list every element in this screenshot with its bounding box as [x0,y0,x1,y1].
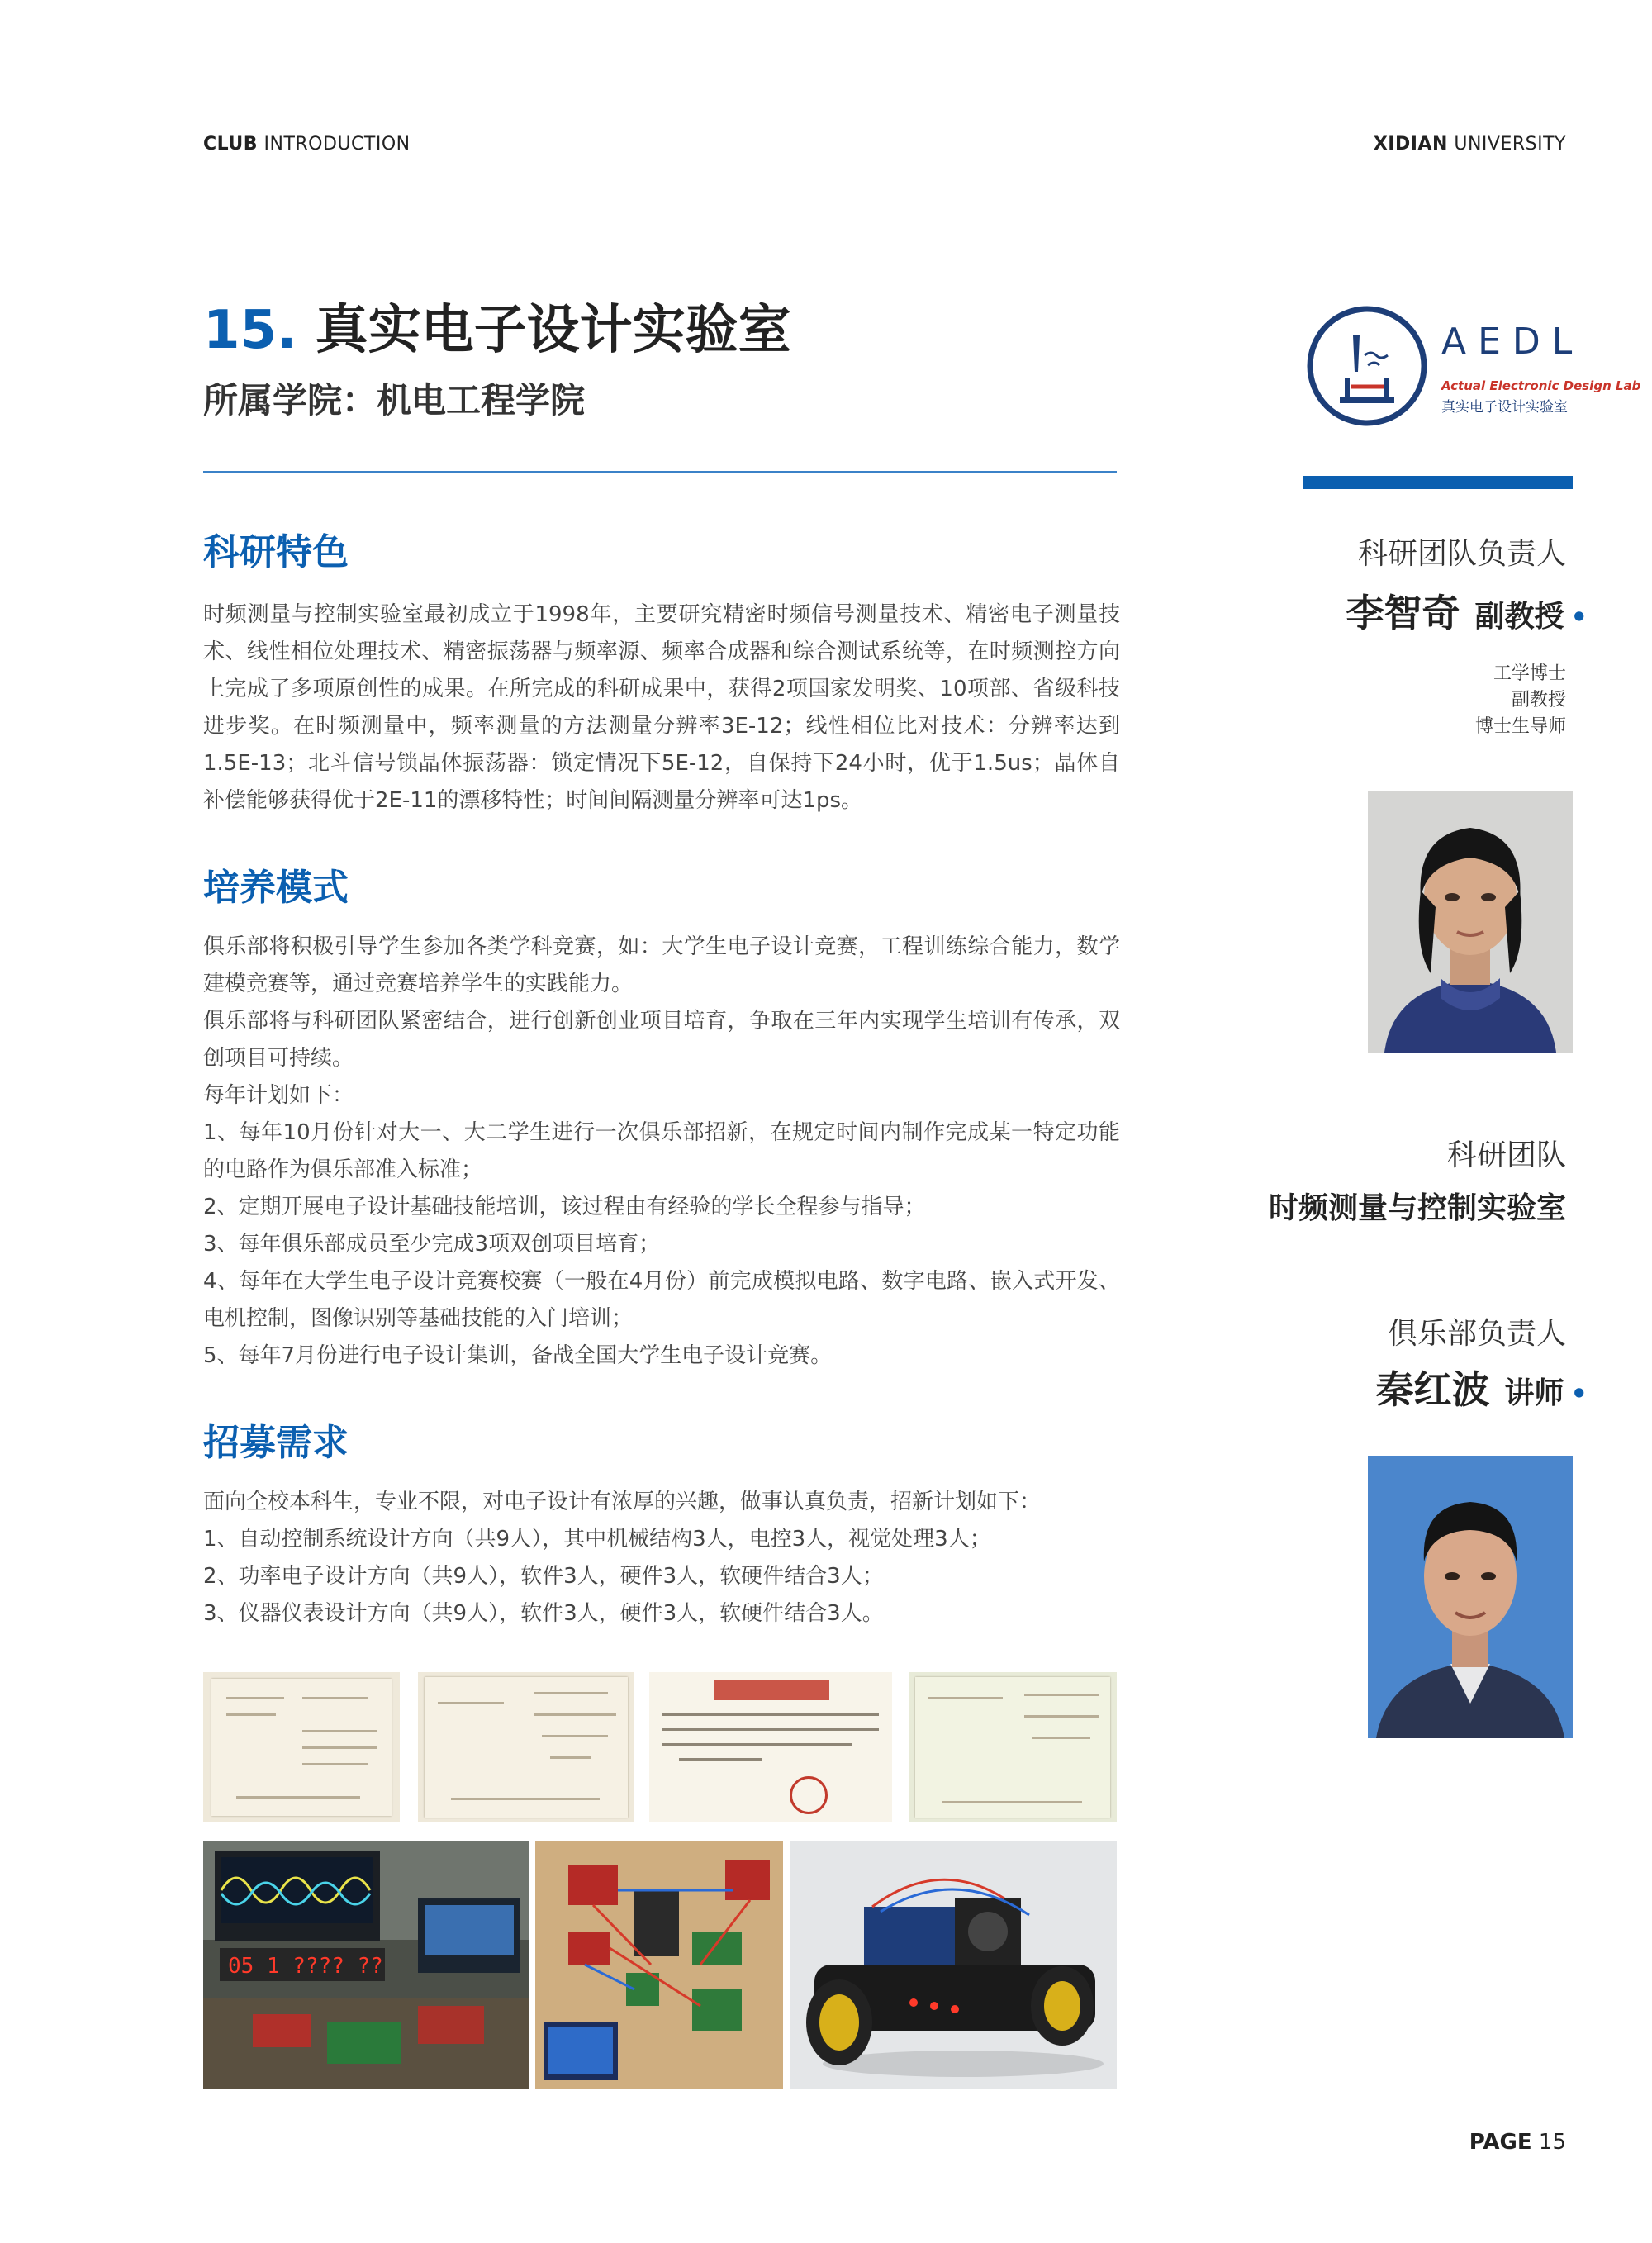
recruit-body [203,1484,1120,1632]
certificate-image [203,1672,400,1822]
certificate-image [418,1672,634,1822]
logo-letters: AEDL [1441,321,1584,363]
title-divider [203,471,1117,473]
svg-text:05 1 ???? ??: 05 1 ???? ?? [228,1954,383,1979]
leader-qualifications [1475,661,1566,740]
leader-rank: 副教授 [1474,600,1564,634]
circuit-boards-photo [535,1841,783,2089]
page-number [1469,2130,1566,2155]
qualification: 博士生导师 [1474,716,1566,737]
page-label: PAGE [1469,2130,1532,2155]
bullet-dot-icon: • [1570,1378,1588,1409]
recruit-line: 2、功率电子设计方向（共9人），软件3人，硬件3人，软硬件结合3人； [203,1564,884,1589]
training-body [203,929,1120,1375]
club-leader-rank: 讲师 [1504,1376,1564,1410]
page-title [203,288,791,364]
lab-bench-photo [203,1841,529,2089]
header-right-rest: UNIVERSITY [1454,134,1566,154]
leader-name: 李智奇 [1346,591,1460,635]
sidebar-accent-bar [1303,476,1573,489]
club-leader-photo [1368,1456,1573,1738]
club-name-line [1376,1360,1588,1414]
header-left-rest: INTRODUCTION [263,134,411,154]
robot-car-photo [790,1841,1117,2089]
team-name: 时频测量与控制实验室 [1268,1191,1566,1225]
header-right-bold: XIDIAN [1373,134,1448,154]
team-role: 科研团队 [1446,1138,1566,1172]
training-line: 2、定期开展电子设计基础技能培训，该过程由有经验的学长全程参与指导； [203,1195,926,1219]
aedl-logo-icon [1305,304,1429,428]
leader-name-line [1346,583,1588,638]
training-line: 每年计划如下： [203,1083,354,1108]
research-heading: 科研特色 [203,531,349,573]
leader-role: 科研团队负责人 [1357,537,1566,571]
research-body [203,596,1120,820]
recruit-heading: 招募需求 [203,1422,349,1464]
training-line: 俱乐部将积极引导学生参加各类学科竞赛，如：大学生电子设计竞赛，工程训练综合能力，数学建模竞赛等，通过竞赛培养学生的实践能力。 [203,934,1120,996]
training-heading: 培养模式 [203,867,349,909]
logo-english: Actual Electronic Design Lab [1441,378,1641,393]
bullet-dot-icon: • [1570,601,1588,633]
training-line: 3、每年俱乐部成员至少完成3项双创项目培育； [203,1232,661,1257]
qualification: 工学博士 [1493,663,1566,684]
leader-photo [1368,791,1573,1053]
header-left [203,134,411,154]
award-certificate-image [649,1672,892,1822]
training-line: 4、每年在大学生电子设计竞赛校赛（一般在4月份）前完成模拟电路、数字电路、嵌入式开发、电机控制，图像识别等基础技能的入门培训； [203,1269,1120,1331]
club-leader-name: 秦红波 [1375,1367,1490,1412]
club-role: 俱乐部负责人 [1387,1317,1566,1351]
recruit-line: 3、仪器仪表设计方向（共9人），软件3人，硬件3人，软硬件结合3人。 [203,1601,884,1626]
page-value: 15 [1538,2130,1566,2155]
qualification: 副教授 [1511,690,1566,710]
training-line: 俱乐部将与科研团队紧密结合，进行创新创业项目培育，争取在三年内实现学生培训有传承，双创项目可持续。 [203,1009,1120,1071]
logo-chinese: 真实电子设计实验室 [1441,399,1568,416]
title-text: 真实电子设计实验室 [315,300,791,361]
training-line: 5、每年7月份进行电子设计集训，备战全国大学生电子设计竞赛。 [203,1343,833,1368]
research-paragraph: 时频测量与控制实验室最初成立于1998年，主要研究精密时频信号测量技术、精密电子测量技术、线性相位处理技术、精密振荡器与频率源、频率合成器和综合测试系统等，在时频测控方向上完成了多项原创性的成果。在所完成的科研成果中，获得2项国家发明奖、10项部、省级科技进步奖。在时频测量中，频率测量的方法测量分辨率3E-12；线性相位比对技术：分辨率达到1.5E-13；北斗信号锁晶体振荡器：锁定情况下5E-12，自保持下24小时，优于1.5us；晶体自补偿能够获得优于2E-11的漂移特性；时间间隔测量分辨率可达1ps。 [203,602,1120,813]
header-right [1374,134,1566,154]
certificate-image [909,1672,1117,1822]
college-subtitle: 所属学院：机电工程学院 [203,380,586,421]
training-line: 1、每年10月份针对大一、大二学生进行一次俱乐部招新，在规定时间内制作完成某一特定功能的电路作为俱乐部准入标准； [203,1120,1120,1182]
header-left-bold: CLUB [203,134,259,154]
recruit-line: 1、自动控制系统设计方向（共9人），其中机械结构3人，电控3人，视觉处理3人； [203,1527,991,1552]
title-number: 15. [203,300,297,361]
recruit-line: 面向全校本科生，专业不限，对电子设计有浓厚的兴趣，做事认真负责，招新计划如下： [203,1490,1042,1514]
